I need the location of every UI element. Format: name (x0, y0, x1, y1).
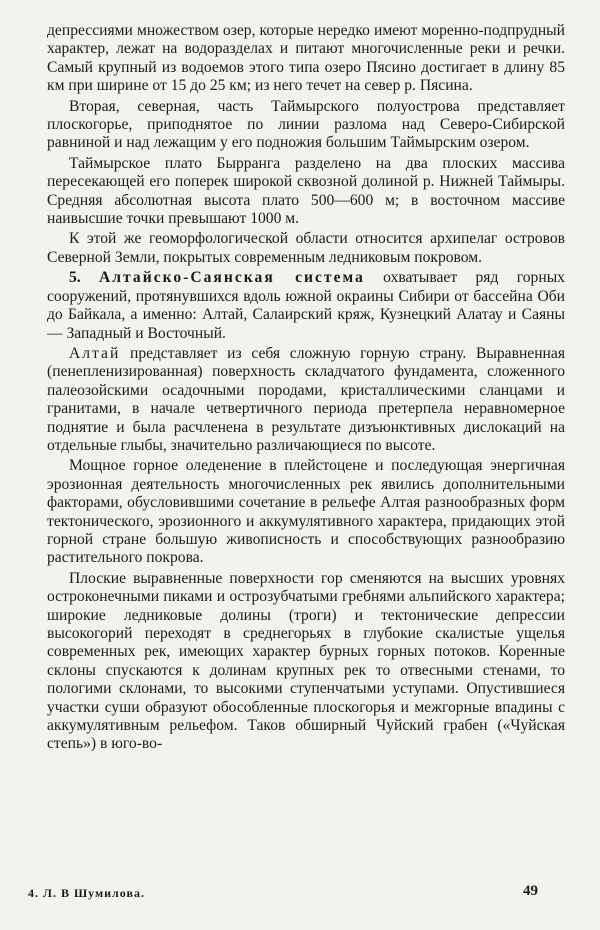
page-number: 49 (523, 883, 538, 899)
altai-paragraph (47, 345, 565, 455)
paragraph: Плоские выравненные поверхности гор сменяются на высших уровнях остроконечными пиками и острозубчатыми гребнями альпийского характера; широкие ледниковые долины (троги) и тектонические депрессии высокогорий переходят в среднегорьях в глубокие скалистые ущелья современных рек, имеющих характер бурных горных потоков. Коренные склоны спускаются к долинам крупных рек то отвесными стенами, то пологими склонами, то высокими ступенчатыми уступами. Опустившиеся участки суши образуют обособленные плоскогорья и межгорные впадины с аккумулятивным рельефом. Таков обширный Чуйский грабен («Чуйская степь») в юго-во- (47, 569, 565, 753)
paragraph: К этой же геоморфологической области относится архипелаг островов Северной Земли, покрытых современным ледниковым покровом. (47, 230, 565, 266)
altai-lead: Алтай (69, 344, 121, 362)
printer-signature: 4. Л. В Шумилова. (28, 886, 145, 900)
body-text (47, 22, 565, 756)
paragraph: депрессиями множеством озер, которые нередко имеют моренно-подпрудный характер, лежат на водоразделах и питают многочисленные реки и речки. Самый крупный из водоемов этого типа озеро Пясино достигает в длину 85 км при ширине от 15 до 25 км; из него течет на север р. Пясина. (47, 22, 565, 95)
altai-text: представляет из себя сложную горную страну. Выравненная (пенепленизированная) поверхность складчатого фундамента, сложенного палеозойскими осадочными породами, кристаллическими сланцами и гранитами, в начале четвертичного периода претерпела неравномерное поднятие и была расчленена в результате дизъюнктивных дислокаций на отдельные глыбы, значительно различающиеся по высоте. (47, 344, 565, 454)
paragraph: Мощное горное оледенение в плейстоцене и последующая энергичная эрозионная деятельность многочисленных рек явились дополнительными факторами, обусловившими сочетание в рельефе Алтая разнообразных форм тектонического, эрозионного и аккумулятивного характера, придающих этой горной стране большую живописность и способствующих разнообразию растительного покрова. (47, 457, 565, 567)
paragraph: Таймырское плато Бырранга разделено на два плоских массива пересекающей его поперек широкой сквозной долиной р. Нижней Таймыры. Средняя абсолютная высота плато 500—600 м; в восточном массиве наивысшие точки превышают 1000 м. (47, 154, 565, 228)
section-heading: Алтайско-Саянская система (99, 269, 365, 287)
section-paragraph (47, 269, 565, 343)
paragraph: Вторая, северная, часть Таймырского полуострова представляет плоскогорье, приподнятое по линии разлома над Северо-Сибирской равниной и над лежащим у его подножия большим Таймырским озером. (47, 97, 565, 152)
section-text: охватывает ряд горных сооружений, протянувшихся вдоль южной окраины Сибири от бассейна Оби до Байкала, а именно: Алтай, Салаирский кряж, Кузнецкий Алатау и Саяны — Западный и Восточный. (47, 269, 565, 342)
section-number: 5. (69, 269, 81, 287)
